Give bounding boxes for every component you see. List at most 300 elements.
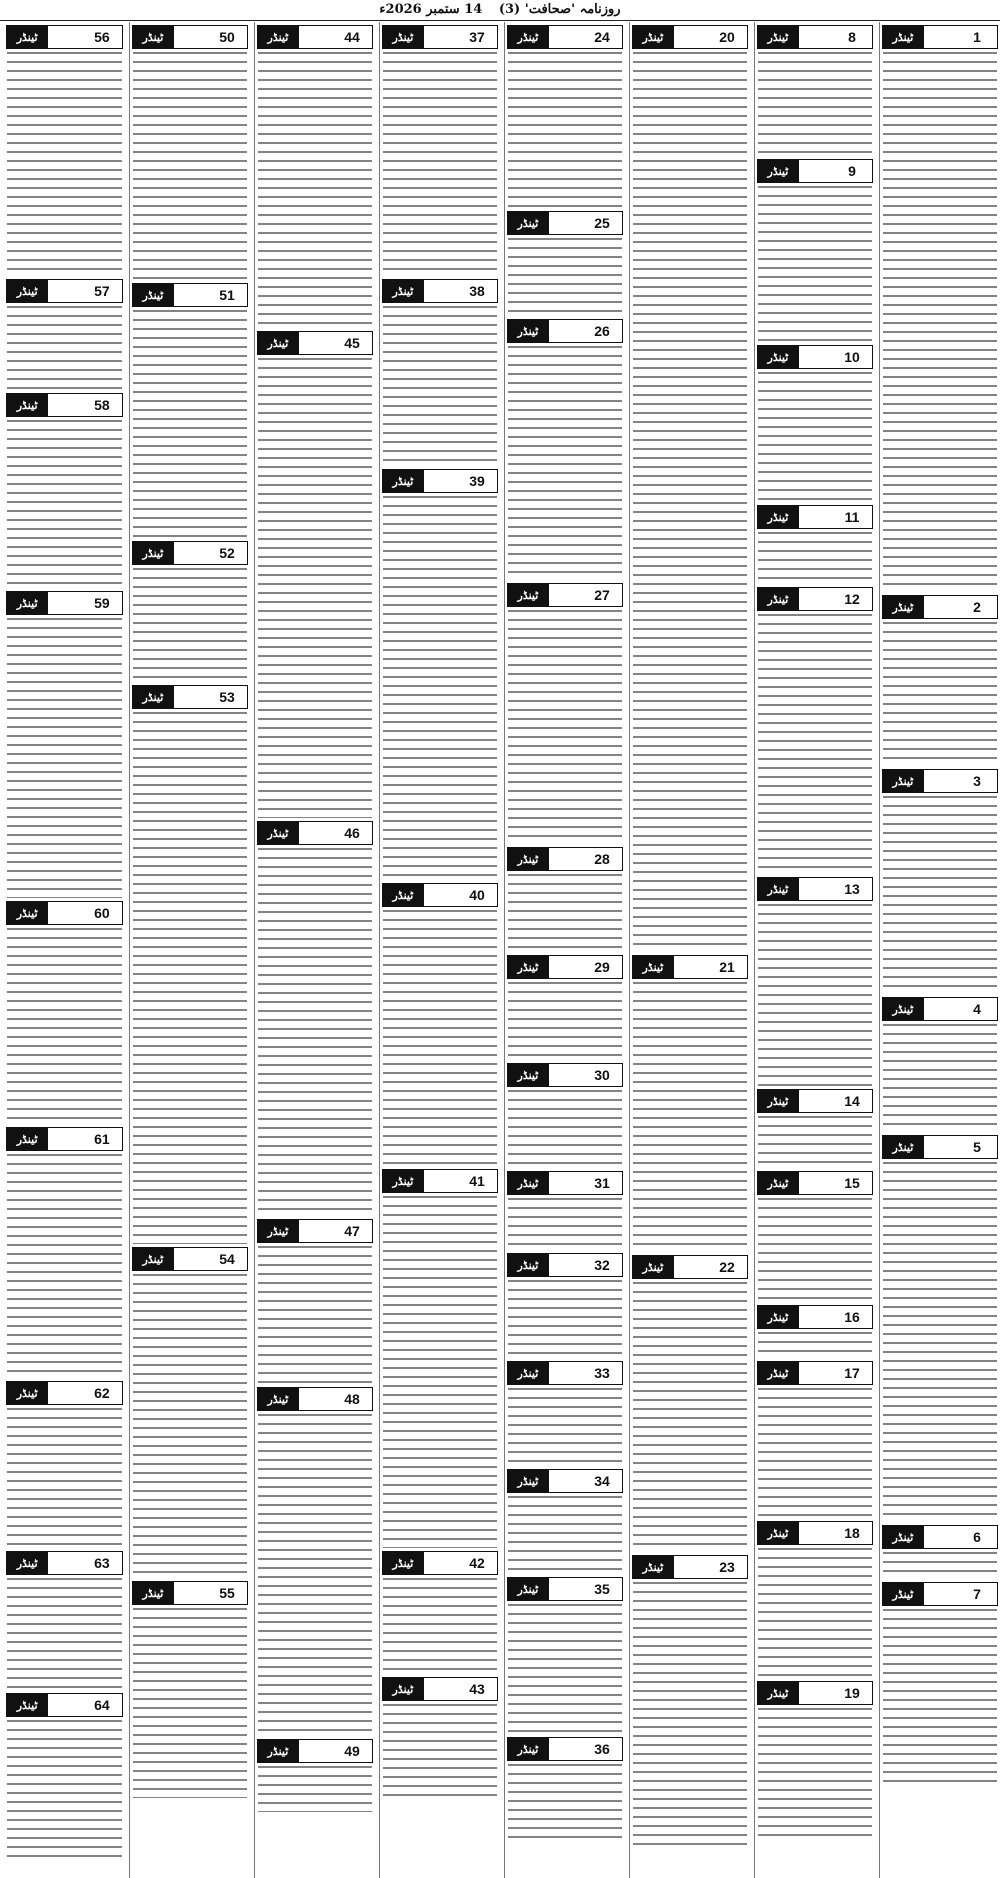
tender-label: ٹینڈر: [883, 998, 923, 1020]
blank-cell: [298, 332, 332, 354]
tender-label: ٹینڈر: [133, 1248, 173, 1270]
blank-cell: [798, 1362, 832, 1384]
blank-cell: [548, 1362, 582, 1384]
blank-cell: [173, 26, 207, 48]
tender-number: 48: [344, 1391, 360, 1407]
tender-item: [505, 1171, 625, 1250]
tender-number-box: [507, 583, 623, 607]
tender-number-box: [507, 1737, 623, 1761]
tender-number: 55: [219, 1585, 235, 1601]
tender-number: 15: [844, 1175, 860, 1191]
tender-number: 19: [844, 1685, 860, 1701]
masthead: [0, 0, 1000, 21]
tender-label: ٹینڈر: [258, 1220, 298, 1242]
tender-item: [880, 25, 1000, 592]
blank-cell: [548, 1064, 582, 1086]
blank-cell: [548, 1254, 582, 1276]
tender-body-text: [633, 982, 747, 1252]
tender-number: 21: [719, 959, 735, 975]
tender-body-text: [258, 1766, 372, 1812]
blank-cell: [298, 1388, 332, 1410]
tender-item: [505, 1063, 625, 1168]
tender-number: 50: [219, 29, 235, 45]
tender-number-box: [882, 1135, 998, 1159]
tender-number-box: [507, 847, 623, 871]
tender-number-box: [132, 1247, 248, 1271]
tender-number: 35: [594, 1581, 610, 1597]
tender-number: 41: [469, 1173, 485, 1189]
tender-body-text: [508, 874, 622, 952]
tender-number-box: [757, 1521, 873, 1545]
tender-body-text: [133, 310, 247, 538]
tender-number: 29: [594, 959, 610, 975]
tender-number-box: [632, 1255, 748, 1279]
tender-number: 14: [844, 1093, 860, 1109]
tender-item: [380, 883, 500, 1166]
blank-cell: [548, 320, 582, 342]
tender-body-text: [508, 1198, 622, 1250]
blank-cell: [798, 346, 832, 368]
tender-label: ٹینڈر: [883, 1526, 923, 1548]
blank-cell: [423, 1170, 457, 1192]
tender-label: ٹینڈر: [258, 822, 298, 844]
tender-number-box: [757, 1305, 873, 1329]
tender-number: 44: [344, 29, 360, 45]
tender-label: ٹینڈر: [7, 1552, 47, 1574]
tender-body-text: [508, 1604, 622, 1734]
blank-cell: [298, 26, 332, 48]
tender-body-text: [508, 1388, 622, 1466]
tender-item: [755, 1521, 875, 1678]
tender-label: ٹینڈر: [758, 1172, 798, 1194]
tender-item: [630, 25, 750, 952]
blank-cell: [173, 284, 207, 306]
tender-number: 46: [344, 825, 360, 841]
tender-item: [255, 1387, 375, 1736]
tender-label: ٹینڈر: [258, 26, 298, 48]
tender-item: [505, 1361, 625, 1466]
tender-item: [255, 25, 375, 328]
tender-number-box: [882, 1582, 998, 1606]
blank-cell: [298, 822, 332, 844]
tender-number-box: [257, 1219, 373, 1243]
tender-item: [505, 211, 625, 316]
blank-cell: [923, 1583, 957, 1605]
tender-number: 9: [848, 163, 856, 179]
blank-cell: [798, 1090, 832, 1112]
tender-body-text: [7, 1408, 122, 1548]
tender-body-text: [383, 306, 497, 466]
tender-item: [4, 591, 125, 898]
blank-cell: [923, 770, 957, 792]
tender-label: ٹینڈر: [633, 26, 673, 48]
tender-number: 3: [973, 773, 981, 789]
tender-body-text: [258, 358, 372, 818]
tender-number: 64: [94, 1697, 110, 1713]
blank-cell: [673, 1256, 707, 1278]
tender-label: ٹینڈر: [758, 1682, 798, 1704]
column-6: [254, 22, 375, 1878]
blank-cell: [173, 542, 207, 564]
tender-body-text: [7, 1154, 122, 1378]
tender-label: ٹینڈر: [7, 394, 47, 416]
tender-label: ٹینڈر: [7, 280, 47, 302]
tender-label: ٹینڈر: [758, 1362, 798, 1384]
tender-number-box: [257, 1739, 373, 1763]
tender-body-text: [7, 618, 122, 898]
tender-body-text: [133, 712, 247, 1244]
tender-item: [255, 331, 375, 818]
tender-body-text: [508, 238, 622, 316]
tender-body-text: [758, 186, 872, 342]
tender-number: 38: [469, 283, 485, 299]
column-4: [504, 22, 625, 1878]
blank-cell: [673, 1556, 707, 1578]
tender-label: ٹینڈر: [633, 1556, 673, 1578]
tender-label: ٹینڈر: [508, 320, 548, 342]
tender-item: [755, 345, 875, 502]
tender-item: [755, 1089, 875, 1168]
tender-number-box: [882, 1525, 998, 1549]
tender-body-text: [383, 496, 497, 880]
tender-item: [505, 847, 625, 952]
tender-number-box: [507, 1171, 623, 1195]
tender-item: [255, 1219, 375, 1384]
tender-number: 40: [469, 887, 485, 903]
tender-number-box: [882, 997, 998, 1021]
column-8: [4, 22, 125, 1878]
tender-label: ٹینڈر: [7, 1382, 47, 1404]
tender-label: ٹینڈر: [383, 470, 423, 492]
tender-body-text: [7, 1578, 122, 1690]
tender-number-box: [6, 901, 123, 925]
tender-body-text: [508, 1496, 622, 1574]
tender-item: [755, 1361, 875, 1518]
tender-number: 25: [594, 215, 610, 231]
blank-cell: [673, 956, 707, 978]
tender-item: [880, 595, 1000, 766]
tender-body-text: [133, 568, 247, 682]
tender-label: ٹینڈر: [758, 1306, 798, 1328]
tender-label: ٹینڈر: [133, 542, 173, 564]
tender-number-box: [6, 25, 123, 49]
tender-number: 63: [94, 1555, 110, 1571]
tender-body-text: [758, 1708, 872, 1838]
column-3: [629, 22, 750, 1878]
tender-item: [4, 1127, 125, 1378]
tender-number: 12: [844, 591, 860, 607]
tender-number-box: [6, 1693, 123, 1717]
tender-item: [4, 25, 125, 276]
tender-label: ٹینڈر: [7, 1694, 47, 1716]
tender-number: 2: [973, 599, 981, 615]
tender-number-box: [382, 25, 498, 49]
tender-label: ٹینڈر: [508, 848, 548, 870]
tender-label: ٹینڈر: [633, 956, 673, 978]
tender-number: 39: [469, 473, 485, 489]
tender-number: 51: [219, 287, 235, 303]
tender-item: [4, 1693, 125, 1860]
tender-body-text: [883, 1609, 997, 1789]
tender-item: [505, 25, 625, 208]
blank-cell: [298, 1740, 332, 1762]
blank-cell: [923, 596, 957, 618]
tender-label: ٹینڈر: [508, 212, 548, 234]
tender-label: ٹینڈر: [883, 1136, 923, 1158]
tender-item: [4, 1551, 125, 1690]
blank-cell: [173, 686, 207, 708]
tender-number: 20: [719, 29, 735, 45]
tender-item: [755, 1171, 875, 1302]
blank-cell: [47, 592, 82, 614]
tender-item: [505, 319, 625, 580]
tender-number-box: [382, 883, 498, 907]
tender-number-box: [257, 25, 373, 49]
blank-cell: [798, 878, 832, 900]
tender-number-box: [757, 345, 873, 369]
blank-cell: [47, 280, 82, 302]
tender-number-box: [257, 1387, 373, 1411]
tender-number-box: [757, 25, 873, 49]
tender-label: ٹینڈر: [7, 26, 47, 48]
tender-number: 31: [594, 1175, 610, 1191]
tender-item: [380, 279, 500, 466]
tender-number-box: [757, 1361, 873, 1385]
tender-number: 8: [848, 29, 856, 45]
blank-cell: [798, 26, 832, 48]
blank-cell: [423, 470, 457, 492]
tender-body-text: [758, 1548, 872, 1678]
tender-item: [130, 541, 250, 682]
tender-item: [255, 821, 375, 1216]
tender-number: 49: [344, 1743, 360, 1759]
tender-body-text: [758, 1198, 872, 1302]
tender-body-text: [883, 622, 997, 766]
tender-item: [755, 25, 875, 156]
tender-number-box: [882, 25, 998, 49]
tender-body-text: [508, 346, 622, 580]
tender-body-text: [508, 982, 622, 1060]
tender-body-text: [258, 1246, 372, 1384]
blank-cell: [798, 588, 832, 610]
tender-item: [4, 1381, 125, 1548]
tender-label: ٹینڈر: [508, 1172, 548, 1194]
tender-number-box: [132, 541, 248, 565]
tender-body-text: [883, 1162, 997, 1522]
tender-number-box: [757, 505, 873, 529]
tender-label: ٹینڈر: [383, 884, 423, 906]
column-5: [379, 22, 500, 1878]
blank-cell: [798, 1682, 832, 1704]
tender-number-box: [6, 1551, 123, 1575]
blank-cell: [548, 212, 582, 234]
tender-number-box: [757, 877, 873, 901]
tender-number-box: [507, 1469, 623, 1493]
tender-item: [4, 393, 125, 588]
tender-body-text: [383, 910, 497, 1166]
tender-number-box: [6, 279, 123, 303]
tender-number: 17: [844, 1365, 860, 1381]
tender-label: ٹینڈر: [508, 584, 548, 606]
tender-body-text: [633, 1282, 747, 1552]
tender-label: ٹینڈر: [883, 770, 923, 792]
tender-label: ٹینڈر: [758, 1522, 798, 1544]
blank-cell: [298, 1220, 332, 1242]
tender-number-box: [132, 1581, 248, 1605]
tender-body-text: [133, 52, 247, 280]
tender-number: 62: [94, 1385, 110, 1401]
tender-number: 16: [844, 1309, 860, 1325]
tender-item: [505, 1737, 625, 1842]
tender-number: 1: [973, 29, 981, 45]
tender-number: 45: [344, 335, 360, 351]
tender-number-box: [507, 1577, 623, 1601]
tender-number: 11: [844, 509, 860, 525]
tender-number: 6: [973, 1529, 981, 1545]
tender-number-box: [632, 25, 748, 49]
tender-number: 59: [94, 595, 110, 611]
tender-number-box: [382, 1169, 498, 1193]
tender-number: 56: [94, 29, 110, 45]
blank-cell: [548, 848, 582, 870]
tender-number: 61: [94, 1131, 110, 1147]
tender-body-text: [7, 306, 122, 390]
tender-number: 5: [973, 1139, 981, 1155]
tender-item: [755, 159, 875, 342]
blank-cell: [47, 1382, 82, 1404]
tender-number-box: [757, 1089, 873, 1113]
blank-cell: [798, 1172, 832, 1194]
tender-item: [380, 1677, 500, 1800]
tender-body-text: [7, 1720, 122, 1860]
column-7: [129, 22, 250, 1878]
tender-item: [755, 587, 875, 874]
blank-cell: [423, 280, 457, 302]
tender-body-text: [758, 372, 872, 502]
tender-item: [4, 279, 125, 390]
blank-cell: [798, 160, 832, 182]
tender-label: ٹینڈر: [383, 1552, 423, 1574]
tender-number: 37: [469, 29, 485, 45]
tender-item: [505, 583, 625, 844]
tender-number-box: [507, 1253, 623, 1277]
tender-label: ٹینڈر: [508, 1362, 548, 1384]
tender-label: ٹینڈر: [883, 596, 923, 618]
tender-number-box: [882, 769, 998, 793]
tender-number-box: [257, 331, 373, 355]
tender-number: 53: [219, 689, 235, 705]
tender-number: 30: [594, 1067, 610, 1083]
tender-number-box: [507, 319, 623, 343]
tender-item: [380, 1551, 500, 1674]
tender-number: 4: [973, 1001, 981, 1017]
tender-item: [755, 1681, 875, 1838]
blank-cell: [923, 26, 957, 48]
tender-item: [505, 1577, 625, 1734]
tender-label: ٹینڈر: [258, 332, 298, 354]
blank-cell: [923, 1136, 957, 1158]
tender-body-text: [758, 614, 872, 874]
tender-label: ٹینڈر: [883, 26, 923, 48]
tender-label: ٹینڈر: [758, 878, 798, 900]
tender-number-box: [507, 1361, 623, 1385]
tender-number: 47: [344, 1223, 360, 1239]
blank-cell: [798, 506, 832, 528]
tender-label: ٹینڈر: [758, 1090, 798, 1112]
tender-number-box: [757, 1171, 873, 1195]
tender-label: ٹینڈر: [883, 1583, 923, 1605]
column-2: [754, 22, 875, 1878]
blank-cell: [798, 1522, 832, 1544]
blank-cell: [923, 1526, 957, 1548]
tender-label: ٹینڈر: [633, 1256, 673, 1278]
tender-item: [255, 1739, 375, 1812]
tender-number: 13: [844, 881, 860, 897]
tender-label: ٹینڈر: [383, 1170, 423, 1192]
tender-item: [880, 769, 1000, 994]
tender-number: 60: [94, 905, 110, 921]
tender-number-box: [132, 283, 248, 307]
tender-item: [630, 1255, 750, 1552]
tender-number: 18: [844, 1525, 860, 1541]
tender-number: 52: [219, 545, 235, 561]
tender-number: 27: [594, 587, 610, 603]
tender-number-box: [507, 955, 623, 979]
tender-number-box: [132, 25, 248, 49]
blank-cell: [47, 1552, 82, 1574]
tender-number-box: [507, 1063, 623, 1087]
blank-cell: [548, 1172, 582, 1194]
tender-label: ٹینڈر: [383, 1678, 423, 1700]
masthead-title: روزنامہ 'صحافت' (3): [498, 2, 621, 17]
tender-number: 7: [973, 1586, 981, 1602]
tender-number-box: [6, 1381, 123, 1405]
tender-number: 58: [94, 397, 110, 413]
blank-cell: [173, 1582, 207, 1604]
tender-body-text: [383, 52, 497, 276]
blank-cell: [548, 1738, 582, 1760]
blank-cell: [548, 956, 582, 978]
tender-body-text: [883, 52, 997, 592]
tender-body-text: [258, 1414, 372, 1736]
tender-number-box: [632, 1555, 748, 1579]
tender-number-box: [507, 211, 623, 235]
tender-number-box: [382, 279, 498, 303]
tender-item: [130, 1247, 250, 1578]
tender-number-box: [382, 1677, 498, 1701]
tender-label: ٹینڈر: [758, 26, 798, 48]
tender-item: [4, 901, 125, 1124]
tender-number-box: [382, 469, 498, 493]
masthead-date: 14 ستمبر 2026ء: [379, 2, 483, 17]
tender-label: ٹینڈر: [7, 902, 47, 924]
blank-cell: [47, 902, 82, 924]
blank-cell: [548, 1578, 582, 1600]
tender-body-text: [7, 928, 122, 1124]
tender-number: 57: [94, 283, 110, 299]
tender-body-text: [258, 848, 372, 1216]
tender-label: ٹینڈر: [258, 1740, 298, 1762]
tender-number: 28: [594, 851, 610, 867]
tender-number: 43: [469, 1681, 485, 1697]
tender-item: [130, 685, 250, 1244]
tender-number-box: [507, 25, 623, 49]
tender-number-box: [6, 393, 123, 417]
tender-number-box: [757, 587, 873, 611]
tender-label: ٹینڈر: [508, 956, 548, 978]
tender-label: ٹینڈر: [758, 160, 798, 182]
tender-body-text: [633, 1582, 747, 1852]
